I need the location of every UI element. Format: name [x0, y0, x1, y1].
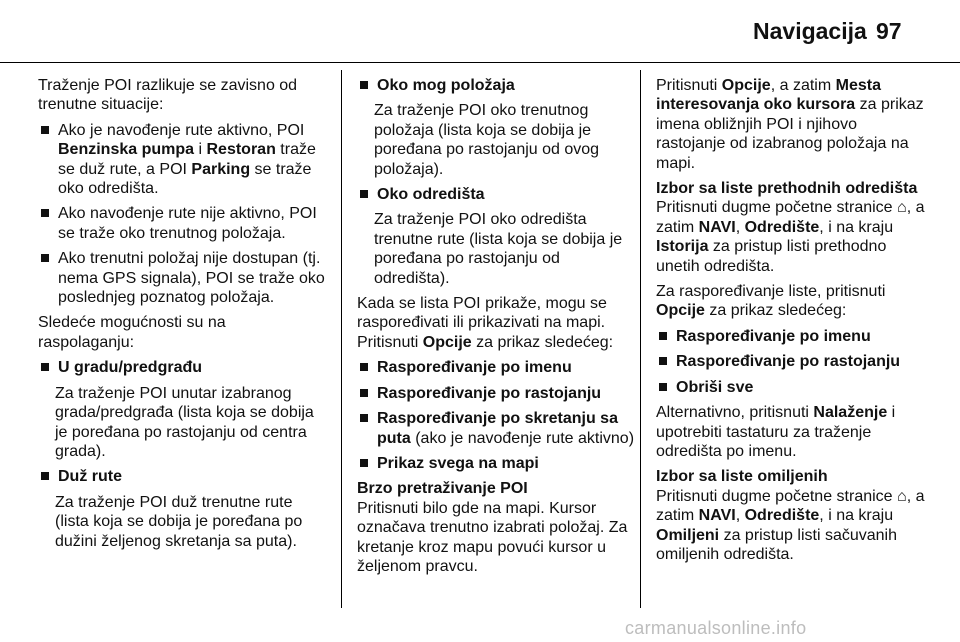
option-item: [38, 358, 326, 377]
keyword-istorija: Istorija: [656, 238, 709, 256]
sort-text: [656, 282, 928, 321]
option-item: [38, 467, 326, 486]
body-text: Pritisnuti: [357, 333, 423, 351]
bullet-square-icon: [360, 414, 368, 422]
sort-label: Obriši sve: [676, 378, 754, 396]
sort-item: [357, 454, 639, 473]
favorites-section: [656, 467, 928, 564]
bullet-square-icon: [41, 126, 49, 134]
bullet-text: traže se duž rute, a POI: [58, 141, 316, 178]
body-text: Kada se lista POI prikaže, mogu se raspoređivati ili prikazivati na mapi.: [357, 295, 607, 332]
alternative-text: [656, 403, 928, 461]
keyword-nalazenje: Nalaženje: [813, 404, 888, 422]
body-text: za prikaz sledećeg:: [704, 302, 847, 320]
page-title: Navigacija: [753, 18, 867, 44]
page-header: [0, 0, 960, 64]
bullet-square-icon: [360, 81, 368, 89]
column-right: [656, 76, 928, 570]
bullet-item: [38, 204, 326, 243]
history-section: [656, 179, 928, 276]
bullet-square-icon: [360, 459, 368, 467]
sort-item: [357, 384, 639, 403]
option-description: Za traženje POI oko odredišta trenutne rute (lista koja se dobija je poređana po rastojanju od odredišta).: [374, 211, 623, 287]
quick-search-section: [357, 479, 639, 576]
option-item: [357, 185, 639, 204]
keyword-odrediste: Odredište: [744, 218, 820, 236]
keyword-omiljeni: Omiljeni: [656, 526, 720, 544]
option-title: U gradu/predgrađu: [58, 359, 203, 377]
keyword-benzinska-pumpa: Benzinska pumpa: [58, 141, 195, 159]
body-text: za prikaz sledećeg:: [471, 333, 614, 351]
keyword-navi: NAVI: [698, 507, 736, 525]
keyword-odrediste: Odredište: [744, 507, 820, 525]
intro-text: Traženje POI razlikuje se zavisno od trenutne situacije:: [38, 77, 298, 114]
section-heading: Izbor sa liste omiljenih: [656, 468, 828, 486]
bullet-text: Ako je navođenje rute aktivno, POI: [58, 121, 305, 139]
sort-label: Raspoređivanje po imenu: [676, 327, 871, 345]
body-text: Pritisnuti bilo gde na mapi. Kursor označava trenutno izabrati položaj. Za kretanje kroz mapu povući kursor u željenom pravcu.: [357, 499, 628, 575]
column-middle: [357, 76, 639, 582]
bullet-square-icon: [659, 357, 667, 365]
header-rule: [0, 62, 960, 63]
sort-item: [357, 409, 639, 448]
sort-label: Raspoređivanje po rastojanju: [676, 353, 901, 371]
sort-note: (ako je navođenje rute aktivno): [410, 429, 635, 447]
bullet-square-icon: [41, 254, 49, 262]
body-text: Pritisnuti dugme početne stranice: [656, 487, 898, 505]
column-divider-1: [341, 70, 342, 608]
body-text: Pritisnuti dugme početne stranice: [656, 199, 898, 217]
body-text: Za raspoređivanje liste, pritisnuti: [656, 283, 886, 301]
home-icon: ⌂: [897, 487, 907, 505]
sort-item: [656, 327, 928, 346]
body-text: Alternativno, pritisnuti: [656, 404, 814, 422]
page-number: 97: [876, 18, 902, 44]
bullet-square-icon: [360, 190, 368, 198]
bullet-square-icon: [360, 363, 368, 371]
body-text: za prikaz imena obližnjih POI i njihovo rastojanje od izabranog položaja na mapi.: [656, 96, 924, 172]
section-heading: Izbor sa liste prethodnih odredišta: [656, 180, 918, 198]
home-icon: ⌂: [897, 199, 907, 217]
sort-label: Raspoređivanje po imenu: [377, 359, 572, 377]
sort-label: Raspoređivanje po skretanju sa puta: [377, 410, 618, 447]
body-text: , a zatim: [656, 487, 925, 525]
option-item: [357, 76, 639, 95]
keyword-restoran: Restoran: [206, 141, 276, 159]
bullet-text: se traže oko odredišta.: [58, 160, 312, 198]
options-text: Sledeće mogućnosti su na raspolaganju:: [38, 314, 226, 351]
option-title: Oko odredišta: [377, 186, 485, 204]
body-text: za pristup listi sačuvanih omiljenih odredišta.: [656, 526, 897, 563]
keyword-navi: NAVI: [698, 218, 736, 236]
bullet-text: Ako navođenje rute nije aktivno, POI se traže oko trenutnog položaja.: [58, 205, 317, 242]
keyword-parking: Parking: [191, 160, 251, 178]
body-text: ,: [735, 507, 745, 525]
list-text: [357, 294, 639, 352]
bullet-square-icon: [41, 209, 49, 217]
bullet-square-icon: [659, 332, 667, 340]
bullet-text: i: [194, 141, 207, 159]
option-title: Duž rute: [58, 468, 122, 486]
bullet-square-icon: [41, 472, 49, 480]
bullet-item: [38, 121, 326, 199]
watermark: carmanualsonline.info: [625, 618, 807, 638]
sort-label: Raspoređivanje po rastojanju: [377, 384, 602, 402]
sort-label: Prikaz svega na mapi: [377, 454, 539, 472]
body-text: za pristup listi prethodno unetih odredišta.: [656, 238, 887, 275]
body-text: , a zatim: [770, 77, 836, 94]
section-heading: Brzo pretraživanje POI: [357, 480, 528, 498]
keyword-opcije: Opcije: [656, 302, 705, 320]
body-text: ,: [735, 218, 745, 236]
body-text: , i na kraju: [819, 218, 894, 236]
column-divider-2: [640, 70, 641, 608]
bullet-square-icon: [659, 383, 667, 391]
cursor-poi-text: [656, 76, 928, 173]
bullet-square-icon: [360, 389, 368, 397]
sort-item: [357, 358, 639, 377]
sort-item: [656, 378, 928, 397]
body-text: , a zatim: [656, 199, 925, 236]
column-left: [38, 76, 326, 557]
keyword-mesta-interesovanja: Mesta interesovanja oko kursora: [656, 77, 881, 114]
sort-item: [656, 352, 928, 371]
option-title: Oko mog položaja: [377, 77, 515, 94]
bullet-text: Ako trenutni položaj nije dostupan (tj. nema GPS signala), POI se traže oko poslednjeg poznatog položaja.: [58, 250, 325, 307]
option-description: Za traženje POI oko trenutnog položaja (lista koja se dobija je poređana po rastojanju od ovog položaja).: [374, 102, 600, 178]
bullet-item: [38, 249, 326, 307]
body-text: , i na kraju: [819, 507, 894, 525]
keyword-opcije: Opcije: [721, 77, 771, 94]
keyword-opcije: Opcije: [422, 333, 472, 351]
body-text: i upotrebiti tastaturu za traženje odredišta po imenu.: [656, 404, 896, 460]
option-description: Za traženje POI duž trenutne rute (lista koja se dobija je poređana po dužini željenog skretanja sa puta).: [55, 493, 303, 550]
option-description: Za traženje POI unutar izabranog grada/predgrađa (lista koja se dobija je poređana po rastojanju od centra grada).: [55, 384, 314, 460]
bullet-square-icon: [41, 363, 49, 371]
body-text: Pritisnuti: [656, 77, 722, 94]
